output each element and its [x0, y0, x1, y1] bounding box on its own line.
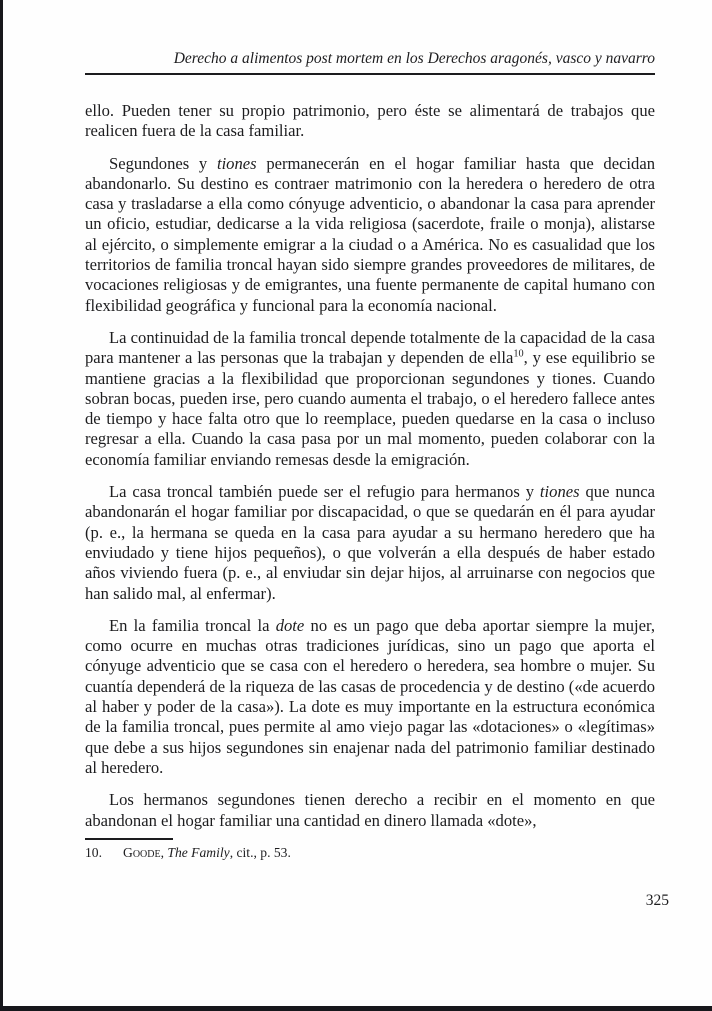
- paragraph: En la familia troncal la dote no es un pago que deba aportar siempre la mujer, como ocurre en muchas otras tradiciones jurídicas, sino un pago que aporta el cónyuge adventicio que se casa con el heredero o heredera, sea hombre o mujer. Su cuantía dependerá de la riqueza de las casas de procedencia y de destino («de acuerdo al haber y poder de la casa»). La dote es muy importante en la estructura económica de la familia troncal, pues permite al amo viejo pagar las «dotaciones» o «legítimas» que debe a sus hijos segundones sin enajenar nada del patrimonio familiar destinado al heredero.: [85, 615, 655, 777]
- footnote-text: Goode, The Family, cit., p. 53.: [123, 844, 291, 860]
- page-content: [85, 0, 669, 910]
- paragraph: La continuidad de la familia troncal depende totalmente de la capacidad de la casa para mantener a las personas que la trabajan y dependen de ella$^{10}$, y ese equilibrio se mantiene gracias a la flexibilidad que proporcionan segundones y tiones. Cuando sobran bocas, pueden irse, pero cuando aumenta el trabajo, o el heredero fallece antes de tiempo y hace falta otro que lo reemplace, pueden quedarse en la casa o incluso regresar a ella. Cuando la casa pasa por un mal momento, pueden colaborar con la economía familiar enviando remesas desde la emigración.: [85, 327, 655, 469]
- page-number: 325: [645, 891, 669, 909]
- footnote-area: [85, 838, 655, 861]
- running-head: [85, 0, 655, 75]
- running-head-title: Derecho a alimentos post mortem en los Derechos aragonés, vasco y navarro: [85, 50, 655, 75]
- scan-artifact-bottom-edge: [0, 1006, 712, 1011]
- footnote: [85, 845, 655, 861]
- footnote-number: 10.: [85, 844, 102, 860]
- paragraph: Los hermanos segundones tienen derecho a recibir en el momento en que abandonan el hogar familiar una cantidad en dinero llamada «dote»,: [85, 790, 655, 830]
- body-paragraphs: [85, 101, 655, 831]
- paragraph: Segundones y tiones permanecerán en el hogar familiar hasta que decidan abandonarlo. Su destino es contraer matrimonio con la heredera o heredero de otra casa y trasladarse a ella como cónyuge adventicio, o abandonar la casa para aprender un oficio, estudiar, dedicarse a la vida religiosa (sacerdote, fraile o monja), alistarse al ejército, o simplemente emigrar a la ciudad o a América. No es casualidad que los territorios de familia troncal hayan sido siempre grandes proveedores de militares, de vocaciones religiosas y de emigrantes, una fuente permanente de capital humano con flexibilidad geográfica y funcional para la economía nacional.: [85, 153, 655, 315]
- paragraph: ello. Pueden tener su propio patrimonio, pero éste se alimentará de trabajos que realicen fuera de la casa familiar.: [85, 101, 655, 141]
- scan-artifact-left-edge: [0, 0, 3, 1011]
- paragraph: La casa troncal también puede ser el refugio para hermanos y tiones que nunca abandonarán el hogar familiar por discapacidad, o que se quedarán en él para ayudar (p. e., la hermana se queda en la casa para ayudar a su hermano heredero que ha enviudado y tiene hijos pequeños), o que volverán a ella después de haber estado años viviendo fuera (p. e., al enviudar sin dejar hijos, al arruinarse con negocios que han salido mal, al enfermar).: [85, 482, 655, 603]
- footnote-rule: [85, 838, 173, 840]
